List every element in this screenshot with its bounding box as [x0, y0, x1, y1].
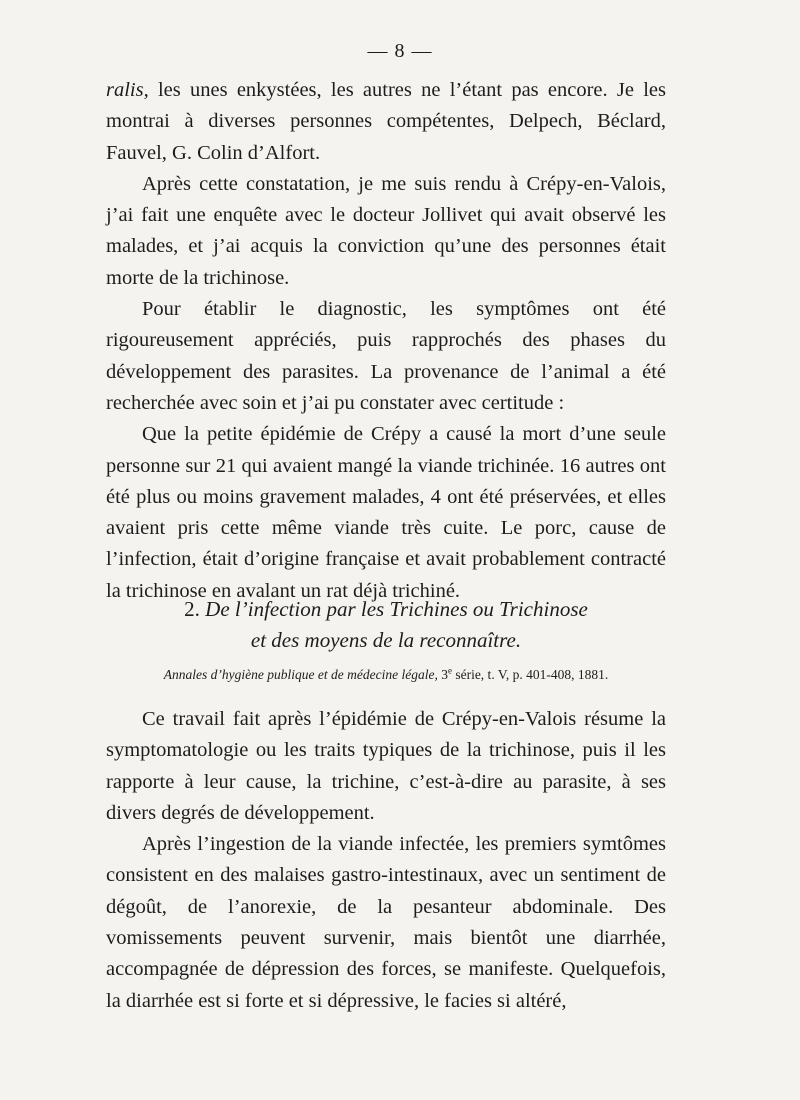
paragraph-continuation-italic: ralis,	[106, 79, 149, 101]
paragraph-crepy-visit: Après cette constatation, je me suis rendu à Crépy-en-Valois, j’ai fait une enquête avec le docteur Jollivet qui avait observé les malades, et j’ai acquis la conviction qu’une des personnes était morte de la trichinose.	[106, 172, 666, 289]
citation-journal: Annales d’hygiène publique et de médecine légale,	[163, 667, 438, 682]
citation-series-superscript: e	[447, 665, 452, 676]
section-title-line-2: et des moyens de la reconnaître.	[250, 628, 522, 652]
section-heading	[106, 594, 666, 656]
paragraph-epidemic-outcome: Que la petite épidémie de Crépy a causé la mort d’une seule personne sur 21 qui avaient mangé la viande trichinée. 16 autres ont été plus ou moins gravement malades, 4 ont été préservées, et elles avaient pris cette même viande très cuite. Le porc, cause de l’infection, était d’origine française et avait probablement contracté la trichinose en avalant un rat déjà trichiné.	[106, 423, 666, 602]
citation-series-number: 3	[437, 667, 448, 682]
paragraph-symptoms: Après l’ingestion de la viande infectée, les premiers symtômes consistent en des malaises gastro-intestinaux, avec un sentiment de dégoût, de l’anorexie, de la pesanteur abdominale. Des vomissements peuvent survenir, mais bientôt une diarrhée, accompagnée de dépression des forces, se manifeste. Quelquefois, la diarrhée est si forte et si dépressive, le facies si altéré,	[106, 833, 666, 1012]
paragraph-diagnosis: Pour établir le diagnostic, les symptômes ont été rigoureusement appréciés, puis rapprochés des phases du développement des parasites. La provenance de l’animal a été recherchée avec soin et j’ai pu constater avec certitude :	[106, 298, 666, 414]
section-title-line-1	[106, 594, 666, 625]
citation-reference	[106, 665, 666, 685]
section-title-1: De l’infection par les Trichines ou Trichinose	[205, 597, 588, 621]
paragraph-continuation-text: les unes enkystées, les autres ne l’étant pas encore. Je les montrai à diverses personnes compétentes, Delpech, Béclard, Fauvel, G. Colin d’Alfort.	[106, 79, 666, 164]
top-text-block	[106, 75, 666, 607]
citation-details: série, t. V, p. 401-408, 1881.	[451, 667, 609, 682]
bottom-text-block	[106, 704, 666, 1017]
page-number: — 8 —	[367, 40, 433, 62]
paragraph-continuation	[106, 75, 666, 169]
section-number: 2.	[184, 597, 200, 621]
paragraph-work-summary: Ce travail fait après l’épidémie de Crépy-en-Valois résume la symptomatologie ou les traits typiques de la trichinose, puis il les rapporte à leur cause, la trichine, c’est-à-dire au parasite, à ses divers degrés de développement.	[106, 708, 666, 824]
